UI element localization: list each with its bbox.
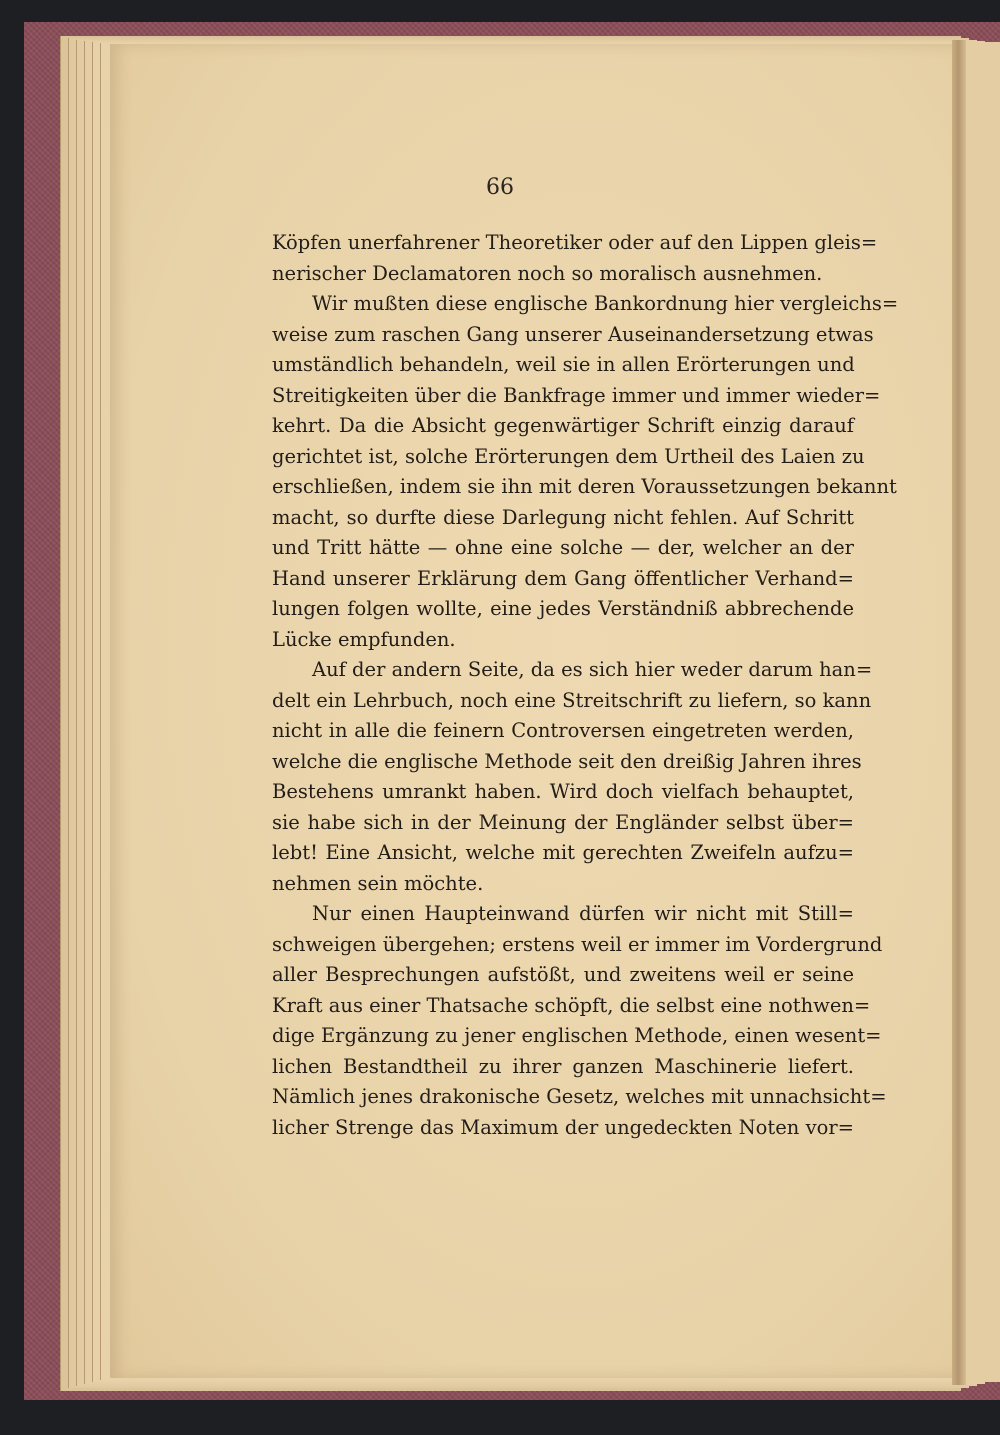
text-line: weise zum raschen Gang unserer Auseinandersetzung etwas: [272, 322, 874, 346]
text-line: schweigen übergehen; erstens weil er immer im Vordergrund: [272, 932, 883, 956]
text-line: Nämlich jenes drakonische Gesetz, welches mit unnachsicht=: [272, 1085, 887, 1108]
text-line: Lücke empfunden.: [272, 627, 456, 651]
text-line: lebt! Eine Ansicht, welche mit gerechten Zweifeln aufzu=: [272, 841, 854, 864]
text-line: lichen Bestandtheil zu ihrer ganzen Maschinerie liefert.: [272, 1054, 854, 1078]
text-line: Streitigkeiten über die Bankfrage immer und immer wieder=: [272, 383, 881, 407]
text-line: Köpfen unerfahrener Theoretiker oder auf den Lippen gleis=: [272, 231, 878, 254]
text-line: lungen folgen wollte, eine jedes Verständniß abbrechende: [272, 597, 854, 620]
text-line: sie habe sich in der Meinung der Engländer selbst über=: [272, 810, 854, 834]
text-line: gerichtet ist, solche Erörterungen dem Urtheil des Laien zu: [272, 444, 865, 468]
text-line: Hand unserer Erklärung dem Gang öffentlicher Verhand=: [272, 566, 854, 590]
text-line: delt ein Lehrbuch, noch eine Streitschrift zu liefern, so kann: [272, 688, 872, 712]
text-line: umständlich behandeln, weil sie in allen Erörterungen und: [272, 353, 855, 376]
text-line: dige Ergänzung zu jener englischen Methode, einen wesent=: [272, 1024, 882, 1047]
text-line: nerischer Declamatoren noch so moralisch ausnehmen.: [272, 261, 823, 285]
text-line: kehrt. Da die Absicht gegenwärtiger Schrift einzig darauf: [272, 414, 854, 437]
text-line: aller Besprechungen aufstößt, und zweitens weil er seine: [272, 963, 854, 986]
text-line: erschließen, indem sie ihn mit deren Voraussetzungen bekannt: [272, 475, 897, 498]
text-line: Bestehens umrankt haben. Wird doch vielfach behauptet,: [272, 780, 854, 803]
body-text: [272, 228, 899, 1143]
text-line: licher Strenge das Maximum der ungedeckten Noten vor=: [272, 1115, 854, 1139]
book-gutter: [952, 40, 966, 1385]
text-line: macht, so durfte diese Darlegung nicht fehlen. Auf Schritt: [272, 505, 854, 529]
text-line: und Tritt hätte — ohne eine solche — der, welcher an der: [272, 536, 854, 559]
text-line: Kraft aus einer Thatsache schöpft, die selbst eine nothwen=: [272, 993, 871, 1017]
text-line: nicht in alle die feinern Controversen eingetreten werden,: [272, 719, 854, 742]
text-line: Wir mußten diese englische Bankordnung hier vergleichs=: [312, 292, 899, 315]
text-line: Nur einen Haupteinwand dürfen wir nicht mit Still=: [312, 902, 854, 925]
text-line: nehmen sein möchte.: [272, 871, 484, 895]
text-line: Auf der andern Seite, da es sich hier weder darum han=: [312, 658, 873, 681]
page-number: 66: [486, 175, 514, 200]
right-page-edge: [966, 42, 1000, 1382]
text-line: welche die englische Methode seit den dreißig Jahren ihres: [272, 749, 862, 773]
